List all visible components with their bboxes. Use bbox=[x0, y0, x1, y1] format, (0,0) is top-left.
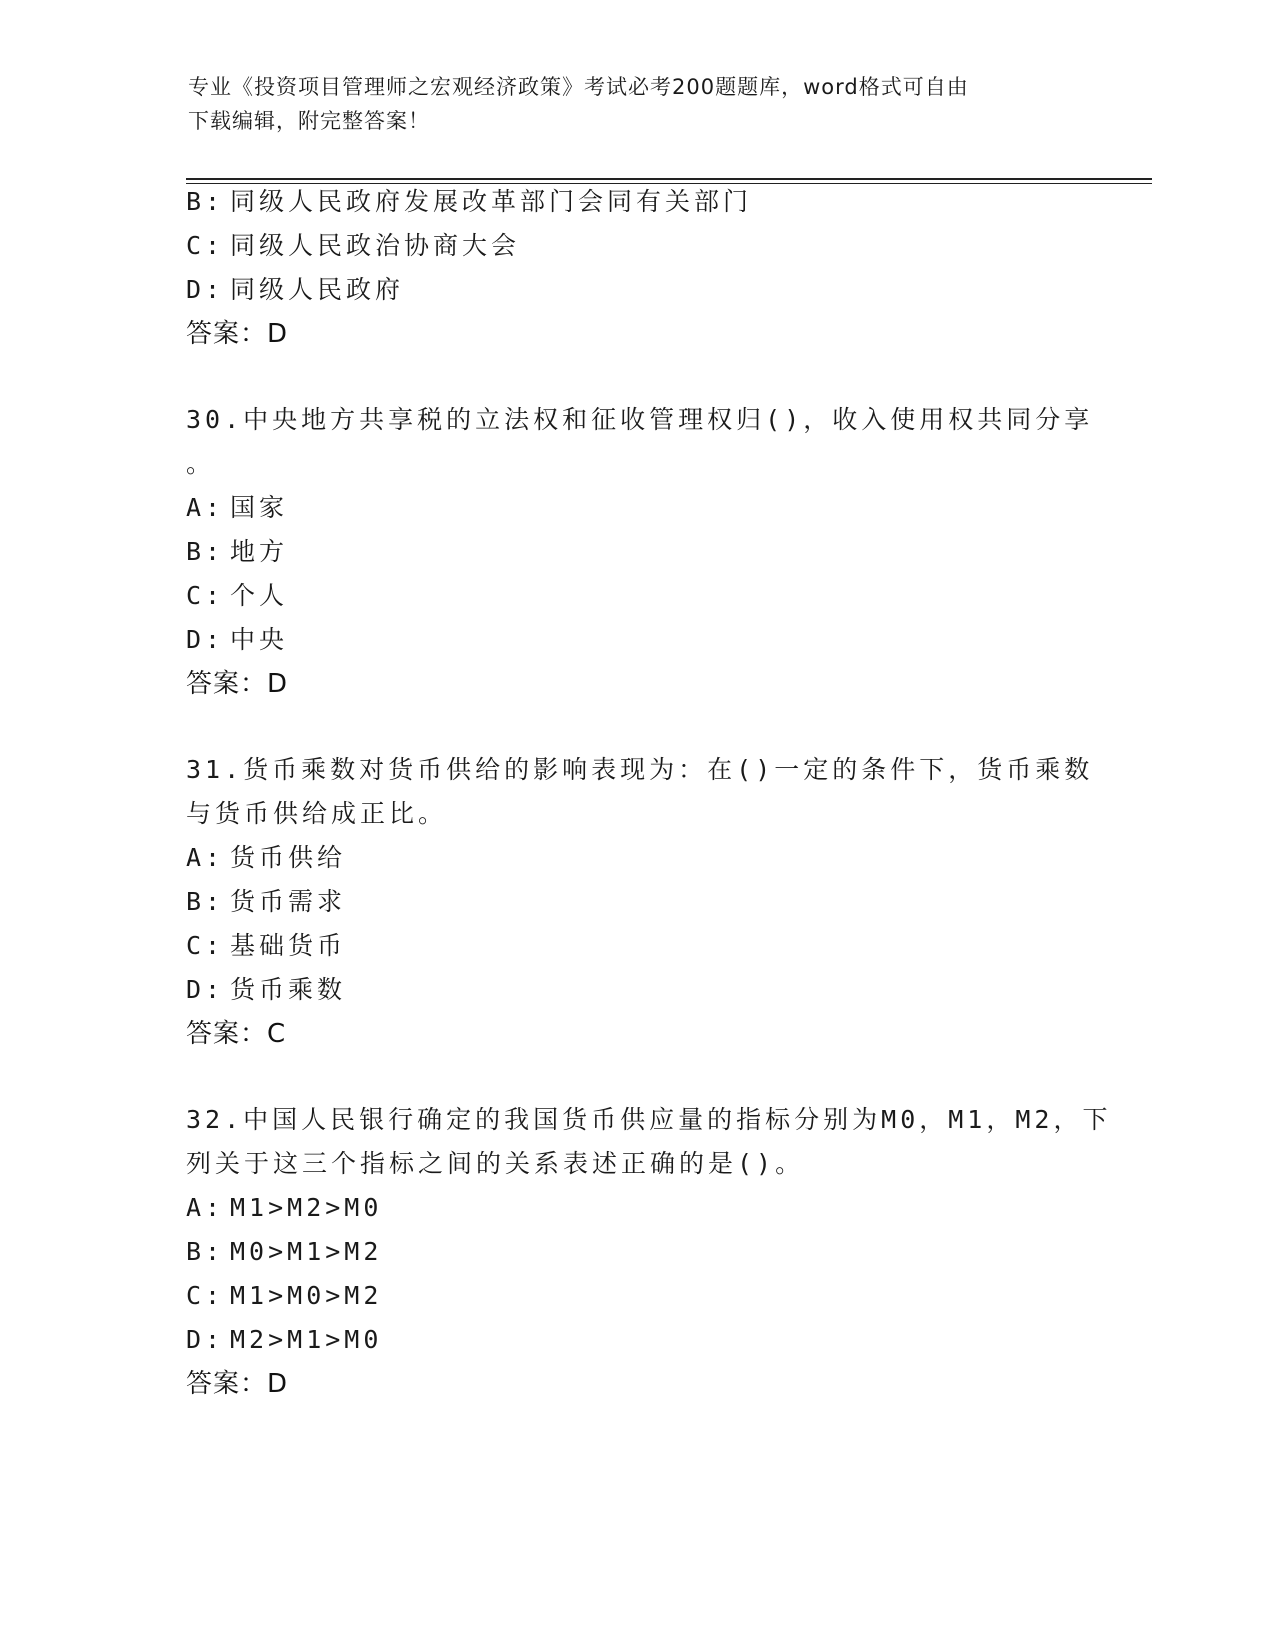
q31-answer: 答案：C bbox=[186, 1019, 287, 1049]
q32-option-b bbox=[186, 1236, 382, 1268]
q32-option-c bbox=[186, 1280, 382, 1312]
q30-stem-line-2: 。 bbox=[186, 449, 216, 478]
option-text: 同级人民政治协商大会 bbox=[230, 231, 521, 260]
q31-option-b bbox=[186, 886, 346, 918]
document-header bbox=[188, 70, 1088, 138]
option-text: M1>M2>M0 bbox=[230, 1193, 383, 1222]
option-label: D: bbox=[186, 275, 225, 304]
q30-answer: 答案：D bbox=[186, 669, 289, 699]
option-label: A: bbox=[186, 493, 225, 522]
option-label: B: bbox=[186, 537, 225, 566]
q32-answer: 答案：D bbox=[186, 1369, 289, 1399]
option-text: 国家 bbox=[230, 493, 289, 522]
q29-option-c bbox=[186, 230, 520, 262]
option-text: 货币乘数 bbox=[230, 975, 347, 1004]
option-label: A: bbox=[186, 843, 225, 872]
q29-option-d bbox=[186, 274, 404, 306]
header-divider-thick bbox=[186, 178, 1152, 180]
q29-option-b bbox=[186, 186, 752, 218]
q30-option-b bbox=[186, 536, 288, 568]
option-text: M0>M1>M2 bbox=[230, 1237, 383, 1266]
option-text: 货币供给 bbox=[230, 843, 347, 872]
option-label: C: bbox=[186, 581, 225, 610]
option-label: C: bbox=[186, 231, 225, 260]
option-text: 货币需求 bbox=[230, 887, 347, 916]
header-line-1: 专业《投资项目管理师之宏观经济政策》考试必考200题题库，word格式可自由 bbox=[188, 75, 969, 99]
q32-option-a bbox=[186, 1192, 382, 1224]
q31-stem-line-1: 31.货币乘数对货币供给的影响表现为：在()一定的条件下，货币乘数 bbox=[186, 755, 1094, 784]
q32-stem-line-2: 列关于这三个指标之间的关系表述正确的是()。 bbox=[186, 1149, 805, 1178]
option-label: A: bbox=[186, 1193, 225, 1222]
q30-option-c bbox=[186, 580, 288, 612]
option-label: B: bbox=[186, 1237, 225, 1266]
option-text: M1>M0>M2 bbox=[230, 1281, 383, 1310]
q32-stem-line-1: 32.中国人民银行确定的我国货币供应量的指标分别为M0，M1，M2，下 bbox=[186, 1105, 1112, 1134]
q31-option-c bbox=[186, 930, 346, 962]
header-divider-thin bbox=[186, 183, 1152, 184]
option-label: D: bbox=[186, 1325, 225, 1354]
q29-answer: 答案：D bbox=[186, 319, 289, 349]
q31-option-a bbox=[186, 842, 346, 874]
option-label: B: bbox=[186, 887, 225, 916]
q31-stem-line-2: 与货币供给成正比。 bbox=[186, 799, 448, 828]
option-text: 基础货币 bbox=[230, 931, 347, 960]
q32-option-d bbox=[186, 1324, 382, 1356]
option-text: 同级人民政府发展改革部门会同有关部门 bbox=[230, 187, 753, 216]
option-label: B: bbox=[186, 187, 225, 216]
option-label: D: bbox=[186, 975, 225, 1004]
header-line-2: 下载编辑，附完整答案！ bbox=[188, 109, 430, 133]
option-label: D: bbox=[186, 625, 225, 654]
option-text: 个人 bbox=[230, 581, 289, 610]
option-text: 中央 bbox=[230, 625, 289, 654]
option-text: 地方 bbox=[230, 537, 289, 566]
q30-option-d bbox=[186, 624, 288, 656]
q30-stem-line-1: 30.中央地方共享税的立法权和征收管理权归()，收入使用权共同分享 bbox=[186, 405, 1094, 434]
option-label: C: bbox=[186, 931, 225, 960]
option-label: C: bbox=[186, 1281, 225, 1310]
q31-option-d bbox=[186, 974, 346, 1006]
q30-option-a bbox=[186, 492, 288, 524]
option-text: 同级人民政府 bbox=[230, 275, 405, 304]
option-text: M2>M1>M0 bbox=[230, 1325, 383, 1354]
